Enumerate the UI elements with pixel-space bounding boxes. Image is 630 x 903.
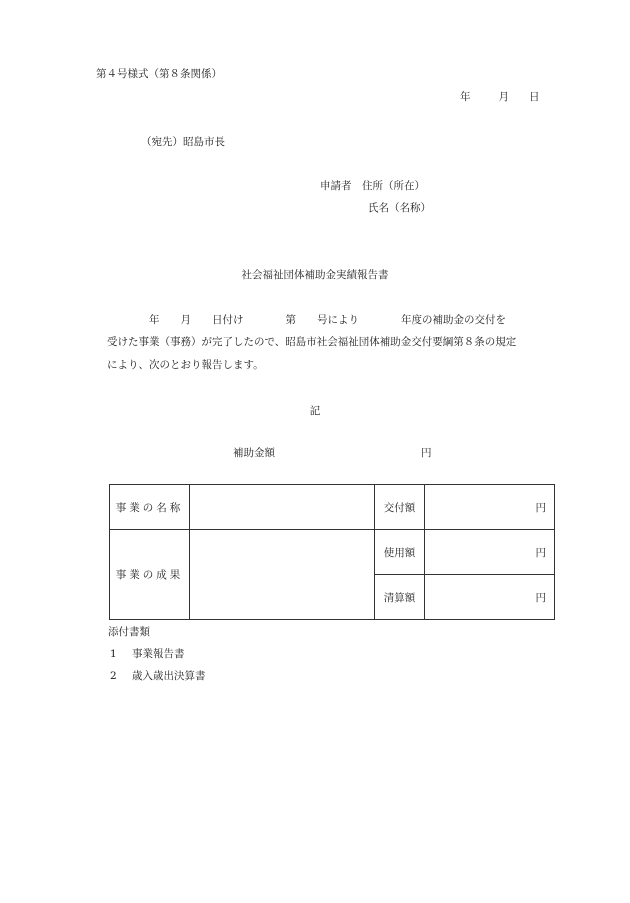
used-amount-value[interactable]: 円 [425, 530, 555, 575]
report-table [109, 484, 555, 620]
applicant-name-label: 氏名（名称） [368, 202, 431, 214]
date-year: 年 [460, 91, 471, 103]
project-result-value[interactable] [190, 530, 375, 620]
body-line-3: により、次のとおり報告します。 [107, 359, 264, 371]
grant-amount-label: 交付額 [375, 485, 425, 530]
subsidy-amount-label: 補助金額 [233, 447, 275, 459]
body-line-2: 受けた事業（事務）が完了したので、昭島市社会福祉団体補助金交付要綱第８条の規定 [107, 336, 517, 348]
settled-amount-label: 清算額 [375, 575, 425, 620]
table-row [110, 485, 555, 530]
grant-amount-value[interactable]: 円 [425, 485, 555, 530]
used-amount-label: 使用額 [375, 530, 425, 575]
table-row [110, 530, 555, 575]
date-day: 日 [529, 91, 540, 103]
body-line-1: 年 月 日付け 第 号により 年度の補助金の交付を [107, 314, 506, 326]
attachment-number: 1 [110, 648, 117, 660]
attachment-item [110, 668, 206, 683]
project-name-label: 事業の名称 [110, 485, 190, 530]
attachment-text: 歳入歳出決算書 [132, 670, 206, 682]
attachment-text: 事業報告書 [132, 648, 185, 660]
attachments-heading: 添付書類 [108, 626, 150, 638]
project-result-label: 事業の成果 [110, 530, 190, 620]
addressee: （宛先）昭島市長 [141, 136, 225, 148]
settled-amount-value[interactable]: 円 [425, 575, 555, 620]
ki-heading: 記 [309, 405, 321, 417]
date-month: 月 [498, 91, 509, 103]
subsidy-amount-unit: 円 [421, 447, 432, 459]
attachment-item [110, 646, 185, 661]
form-number: 第４号様式（第８条関係） [96, 68, 222, 80]
project-name-value[interactable] [190, 485, 375, 530]
document-title: 社会福祉団体補助金実績報告書 [241, 269, 389, 281]
attachment-number: 2 [110, 670, 117, 682]
date-line [460, 89, 550, 104]
applicant-address-label: 申請者 住所（所在） [320, 180, 425, 192]
